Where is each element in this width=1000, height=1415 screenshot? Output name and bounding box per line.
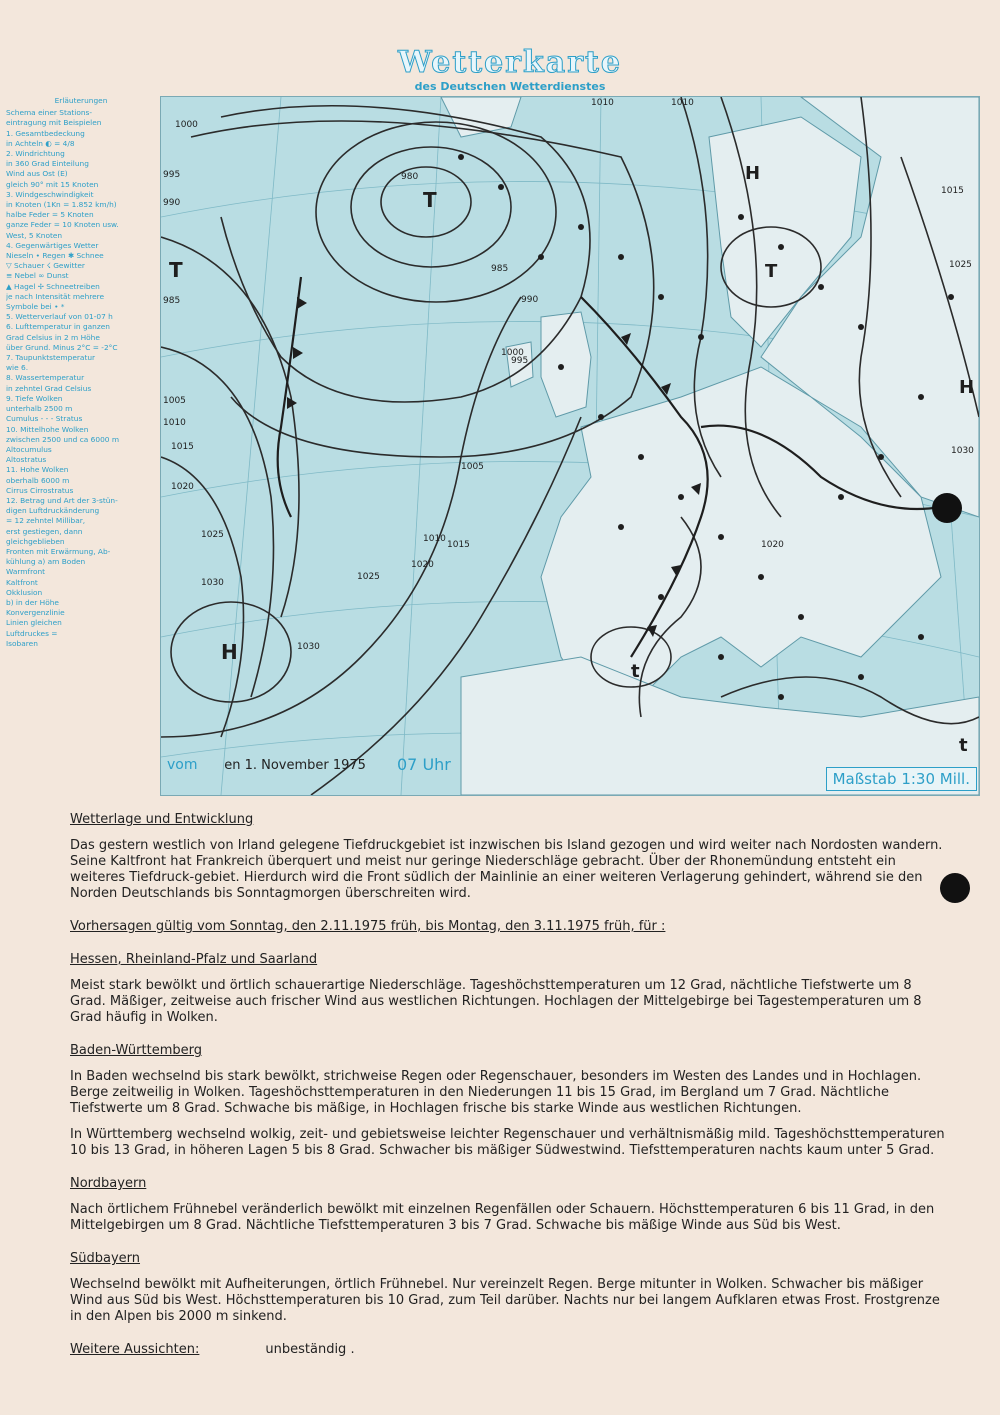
section-hessen	[70, 952, 950, 1026]
isobar-label: 1015	[941, 186, 964, 196]
isobar-label: 1000	[175, 120, 198, 130]
low-baltic-label: T	[765, 261, 778, 282]
legend-item: Altostratus	[6, 455, 47, 465]
legend-item: Linien gleichen	[6, 618, 62, 628]
legend-item: 5. Wetterverlauf von 01-07 h	[6, 312, 113, 322]
legend-item: digen Luftdruckänderung	[6, 506, 100, 516]
legend-item: Luftdruckes =	[6, 628, 58, 638]
low-iceland-label: T	[423, 188, 437, 212]
isobar-label: 1010	[163, 418, 186, 428]
legend-item: West, 5 Knoten	[6, 230, 63, 240]
section-text: In Baden wechselnd bis stark bewölkt, strichweise Regen oder Regenschauer, besonders im Westen des Landes und in Hochlagen. Berge zeitweilig in Wolken. Tageshöchsttemperaturen in den Niederungen 11 bis 15 Grad, im Bergland um 7 Grad. Nächtliche Tiefstwerte um 8 Grad. Schwache bis mäßige, in Hochlagen frische bis starke Winde aus westlichen Richtungen.	[70, 1069, 922, 1116]
legend-item: 12. Betrag und Art der 3-stün-	[6, 495, 118, 505]
isobar-label: 1010	[423, 534, 446, 544]
section-heading: Südbayern	[70, 1251, 141, 1266]
map-drawing	[161, 97, 979, 795]
legend-item: in Achteln ◐ = 4/8	[6, 138, 75, 148]
section-heading: Wetterlage und Entwicklung	[70, 812, 254, 827]
isobar-label: 1030	[951, 446, 974, 456]
legend-item: erst gestiegen, dann	[6, 526, 83, 536]
legend-item: Okklusion	[6, 587, 43, 597]
section-wetterlage	[70, 812, 950, 902]
legend-item: Altocumulus	[6, 444, 52, 454]
isobar-label: 985	[163, 296, 181, 306]
legend-items	[6, 108, 156, 649]
section-text: Meist stark bewölkt und örtlich schauerartige Niederschläge. Tageshöchsttemperaturen um 12 Grad, nächtliche Tiefstwerte um 8 Grad. Mäßiger, zeitweise auch frischer Wind aus westlichen Richtungen. Hochlagen der Mittelgebirge bei Tagestemperaturen um 8 Grad häufig in Wolken.	[70, 978, 922, 1025]
legend-item: 6. Lufttemperatur in ganzen	[6, 322, 110, 332]
isobar-label: 1015	[447, 540, 470, 550]
isobar-label: 1015	[171, 442, 194, 452]
legend-item: eintragung mit Beispielen	[6, 118, 102, 128]
legend-item: gleich 90° mit 15 Knoten	[6, 179, 99, 189]
legend-item: unterhalb 2500 m	[6, 404, 73, 414]
map-date-value: en 1. November 1975	[224, 758, 366, 773]
legend-item: Wind aus Ost (E)	[6, 169, 68, 179]
isobar-label: 985	[491, 264, 509, 274]
high-azores-label: H	[221, 640, 238, 664]
legend-item: ≡ Nebel ∞ Dunst	[6, 271, 69, 281]
section-text: In Württemberg wechselnd wolkig, zeit- und gebietsweise leichter Regenschauer und verhältnismäßig mild. Tageshöchsttemperaturen 10 bis 13 Grad, in höheren Lagen 5 bis 8 Grad. Schwacher bis mäßiger Südwestwind. Tiefsttemperaturen nachts kaum unter 5 Grad.	[70, 1127, 945, 1158]
isobar-label: 1025	[357, 572, 380, 582]
legend-item: ganze Feder = 10 Knoten usw.	[6, 220, 119, 230]
aussichten-value: unbeständig .	[265, 1342, 355, 1357]
map-scale: Maßstab 1:30 Mill.	[826, 767, 977, 791]
section-text: Das gestern westlich von Irland gelegene Tiefdruckgebiet ist inzwischen bis Island gezogen und wird weiter nach Nordosten wandern. Seine Kaltfront hat Frankreich überquert und meist nur geringe Niederschläge gebracht. Über der Rhonemündung entsteht ein weiteres Tiefdruck-gebiet. Hierdurch wird die Front südlich der Mainlinie an einer weiteren Verlagerung gehindert, während sie den Norden Deutschlands bis Sonntagmorgen überschreiten wird.	[70, 838, 943, 901]
legend-item: = 12 zehntel Millibar,	[6, 516, 86, 526]
legend-item: ▲ Hagel ✢ Schneetreiben	[6, 281, 100, 291]
isobar-label: 1010	[591, 98, 614, 108]
section-text: Nach örtlichem Frühnebel veränderlich bewölkt mit einzelnen Regenfällen oder Schauern. Höchsttemperaturen 6 bis 11 Grad, in den Mittelgebirgen um 8 Grad. Nächtliche Tiefsttemperaturen 3 bis 7 Grad. Schwache bis mäßige Winde aus Süd bis West.	[70, 1202, 935, 1233]
legend-item: Symbole bei • *	[6, 302, 65, 312]
map-date	[167, 757, 366, 773]
legend-item: 11. Hohe Wolken	[6, 465, 69, 475]
legend-item: in Knoten (1Kn = 1.852 km/h)	[6, 200, 117, 210]
isobar-label: 1030	[201, 578, 224, 588]
section-heading: Vorhersagen gültig vom Sonntag, den 2.11.1975 früh, bis Montag, den 3.11.1975 früh, für :	[70, 919, 666, 934]
isobar-label: 1000	[501, 348, 524, 358]
legend-item: je nach Intensität mehrere	[6, 291, 105, 301]
legend-item: 7. Taupunktstemperatur	[6, 353, 96, 363]
legend-item: Schema einer Stations-	[6, 108, 93, 118]
forecast-text	[70, 812, 950, 1358]
legend-item: Nieseln • Regen ✱ Schnee	[6, 251, 104, 261]
high-russia-label: H	[959, 377, 975, 398]
legend-item: halbe Feder = 5 Knoten	[6, 210, 94, 220]
legend	[6, 96, 156, 649]
isobar-label: 990	[521, 295, 539, 305]
isobar-label: 1020	[761, 540, 784, 550]
legend-item: zwischen 2500 und ca 6000 m	[6, 434, 120, 444]
section-nordbayern	[70, 1176, 950, 1234]
legend-item: Fronten mit Erwärmung, Ab-	[6, 546, 111, 556]
low-rhone-label: t	[631, 661, 640, 682]
section-baden-wuerttemberg	[70, 1043, 950, 1159]
legend-item: über Grund. Minus 2°C = -2°C	[6, 342, 118, 352]
legend-item: kühlung a) am Boden	[6, 557, 86, 567]
legend-item: 3. Windgeschwindigkeit	[6, 189, 94, 199]
legend-item: oberhalb 6000 m	[6, 475, 70, 485]
legend-item: 1. Gesamtbedeckung	[6, 128, 85, 138]
section-heading: Weitere Aussichten:	[70, 1342, 200, 1357]
map-subtitle: des Deutschen Wetterdienstes	[414, 80, 606, 93]
map-time: 07 Uhr	[397, 755, 451, 774]
isobar-label: 1005	[461, 462, 484, 472]
isobar-label: 1030	[297, 642, 320, 652]
map-header	[380, 45, 640, 93]
legend-item: Cumulus - - - Stratus	[6, 414, 83, 424]
low-atlantic-label: T	[169, 258, 183, 282]
legend-item: in 360 Grad Einteilung	[6, 159, 89, 169]
map-title: Wetterkarte	[398, 45, 622, 80]
section-heading: Hessen, Rheinland-Pfalz und Saarland	[70, 952, 318, 967]
section-suedbayern	[70, 1251, 950, 1325]
legend-title: Erläuterungen	[54, 96, 108, 105]
legend-item: 10. Mittelhohe Wolken	[6, 424, 89, 434]
low-black-sea-label: t	[959, 735, 968, 756]
legend-item: Konvergenzlinie	[6, 608, 65, 618]
legend-item: Grad Celsius in 2 m Höhe	[6, 332, 100, 342]
legend-item: gleichgeblieben	[6, 536, 65, 546]
section-vorhersage	[70, 919, 950, 935]
legend-item: Isobaren	[6, 638, 38, 648]
isobar-label: 990	[163, 198, 181, 208]
isobar-label: 1010	[671, 98, 694, 108]
isobar-label: 1005	[163, 396, 186, 406]
legend-item: 8. Wassertemperatur	[6, 373, 85, 383]
legend-item: 9. Tiefe Wolken	[6, 393, 63, 403]
legend-item: wie 6.	[6, 363, 29, 373]
map-date-prefix: vom	[167, 757, 198, 773]
isobar-label: 1025	[949, 260, 972, 270]
land-britain	[541, 312, 591, 417]
isobar-label: 1020	[171, 482, 194, 492]
section-heading: Baden-Württemberg	[70, 1043, 202, 1058]
section-aussichten	[70, 1342, 950, 1358]
isobar-label: 995	[163, 170, 181, 180]
legend-item: 2. Windrichtung	[6, 149, 65, 159]
section-heading: Nordbayern	[70, 1176, 147, 1191]
isobar-label: 1020	[411, 560, 434, 570]
cold-front-atlantic	[278, 277, 301, 517]
high-scandinavia-label: H	[745, 163, 761, 184]
punch-hole	[932, 493, 962, 523]
legend-item: ▽ Schauer ☇ Gewitter	[6, 261, 85, 271]
legend-item: Warmfront	[6, 567, 46, 577]
section-text: Wechselnd bewölkt mit Aufheiterungen, örtlich Frühnebel. Nur vereinzelt Regen. Berge mitunter in Wolken. Schwacher bis mäßiger Wind aus Süd bis West. Höchsttemperaturen bis 10 Grad, zum Teil darüber. Nachts nur bei langem Aufklaren etwas Frost. Frostgrenze in den Alpen bis 2000 m sinkend.	[70, 1277, 940, 1324]
isobar-label: 980	[401, 172, 419, 182]
isobar-label: 995	[511, 356, 529, 366]
legend-item: b) in der Höhe	[6, 597, 59, 607]
legend-item: 4. Gegenwärtiges Wetter	[6, 240, 99, 250]
isobar-label: 1025	[201, 530, 224, 540]
legend-item: Kaltfront	[6, 577, 38, 587]
legend-item: Cirrus Cirrostratus	[6, 485, 74, 495]
legend-item: in zehntel Grad Celsius	[6, 383, 92, 393]
land-masses	[441, 97, 979, 795]
weather-map	[160, 96, 980, 796]
